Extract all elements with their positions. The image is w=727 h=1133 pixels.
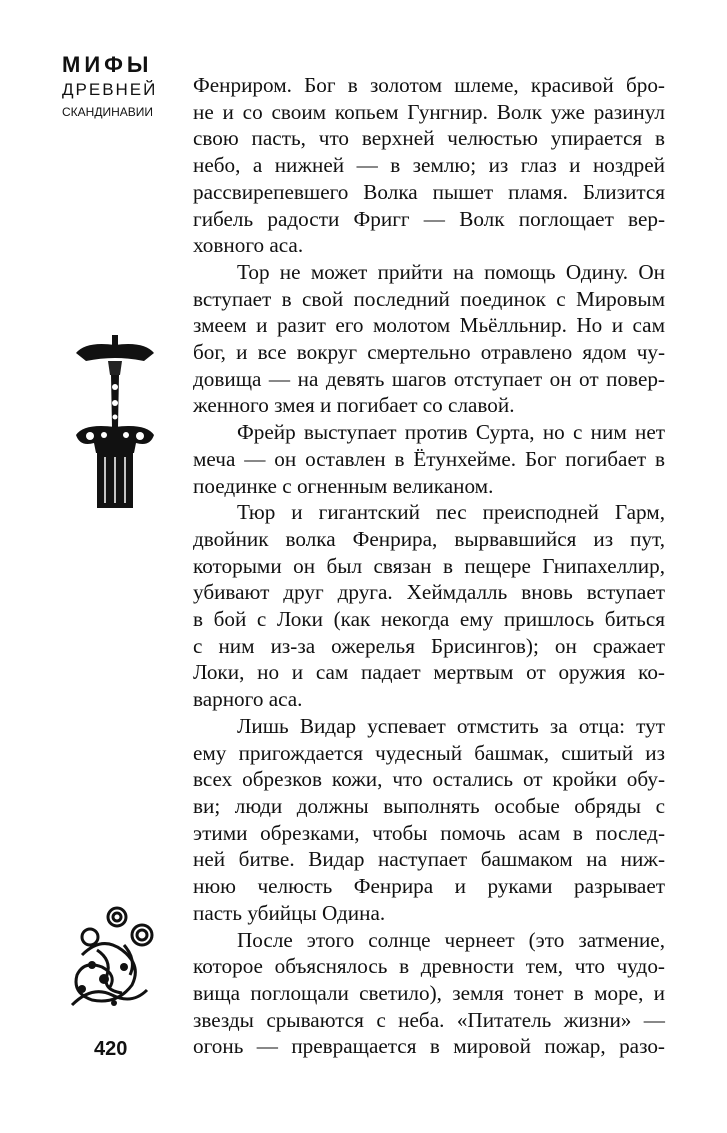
- paragraph: поединке с огненным великаном.: [193, 473, 494, 498]
- paragraph: женного змея и погибает со славой.: [193, 393, 515, 418]
- paragraph: меча — он оставлен в Ётунхейме. Бог погибает в: [193, 446, 665, 471]
- paragraph: довища — на девять шагов отступает он от повер-: [193, 366, 665, 391]
- page-number: 420: [94, 1038, 128, 1060]
- paragraph: которыми он был связан в пещере Гнипахеллир,: [193, 553, 665, 578]
- body-text: [193, 72, 665, 1060]
- paragraph: гибель радости Фригг — Волк поглощает вер-: [193, 206, 665, 231]
- paragraph: всех обрезков кожи, что остались от кройки обу-: [193, 767, 665, 792]
- paragraph: ему пригождается чудесный башмак, сшитый из: [193, 740, 665, 765]
- paragraph: ви; люди должны выполнять особые обряды с: [193, 793, 665, 818]
- paragraph: ней битве. Видар наступает башмаком на ниж-: [193, 847, 665, 872]
- paragraph: двойник волка Фенрира, вырвавшийся из пут,: [193, 526, 665, 551]
- paragraph: ховного аса.: [193, 233, 304, 258]
- header-title: МИФЫ: [62, 52, 153, 77]
- paragraph: Тюр и гигантский пес преисподней Гарм,: [237, 500, 665, 525]
- paragraph: в бой с Локи (как некогда ему пришлось биться: [193, 607, 665, 632]
- paragraph: не и со своим копьем Гунгнир. Волк уже разинул: [193, 99, 665, 124]
- paragraph: рассвирепевшего Волка пышет пламя. Близится: [193, 179, 665, 204]
- header-subtitle-2: СКАНДИНАВИИ: [62, 105, 154, 119]
- paragraph: нюю челюсть Фенрира и руками разрывает: [193, 874, 665, 899]
- paragraph: свою пасть, что верхней челюстью упирается в: [193, 126, 665, 151]
- paragraph: варного аса.: [193, 687, 303, 712]
- paragraph: Фрейр выступает против Сурта, но с ним нет: [237, 420, 665, 445]
- paragraph: пасть убийцы Одина.: [193, 900, 386, 925]
- running-header: [62, 52, 182, 122]
- paragraph: звезды срываются с неба. «Питатель жизни» —: [193, 1007, 665, 1032]
- sword-hilt-ornament: [74, 335, 156, 510]
- paragraph: Тор не может прийти на помощь Одину. Он: [237, 259, 665, 284]
- paragraph: вища поглощали светило), земля тонет в море, и: [193, 980, 665, 1005]
- paragraph: огонь — превращается в мировой пожар, разо-: [193, 1034, 665, 1059]
- paragraph: вступает в свой последний поединок с Мировым: [193, 286, 665, 311]
- paragraph: убивают друг друга. Хеймдалль вновь вступает: [193, 580, 665, 605]
- paragraph: Фенриром. Бог в золотом шлеме, красивой бро-: [193, 73, 665, 97]
- serpent-knot-ornament: [62, 905, 162, 1020]
- paragraph: змеем и разит его молотом Мьёлльнир. Но и сам: [193, 313, 665, 338]
- paragraph: которое объяснялось в древности тем, что чудо-: [193, 954, 665, 979]
- paragraph: этими обрезками, чтобы помочь асам в послед-: [193, 820, 665, 845]
- paragraph: Локи, но и сам падает мертвым от оружия ко-: [193, 660, 665, 685]
- paragraph: бог, и все вокруг смертельно отравлено ядом чу-: [193, 340, 665, 365]
- paragraph: Лишь Видар успевает отмстить за отца: тут: [237, 713, 665, 738]
- paragraph: с ним из-за ожерелья Брисингов); он сражает: [193, 633, 665, 658]
- paragraph: небо, а нижней — в землю; из глаз и ноздрей: [193, 153, 665, 178]
- paragraph: После этого солнце чернеет (это затмение,: [237, 927, 665, 952]
- header-subtitle: ДРЕВНЕЙ: [62, 80, 158, 99]
